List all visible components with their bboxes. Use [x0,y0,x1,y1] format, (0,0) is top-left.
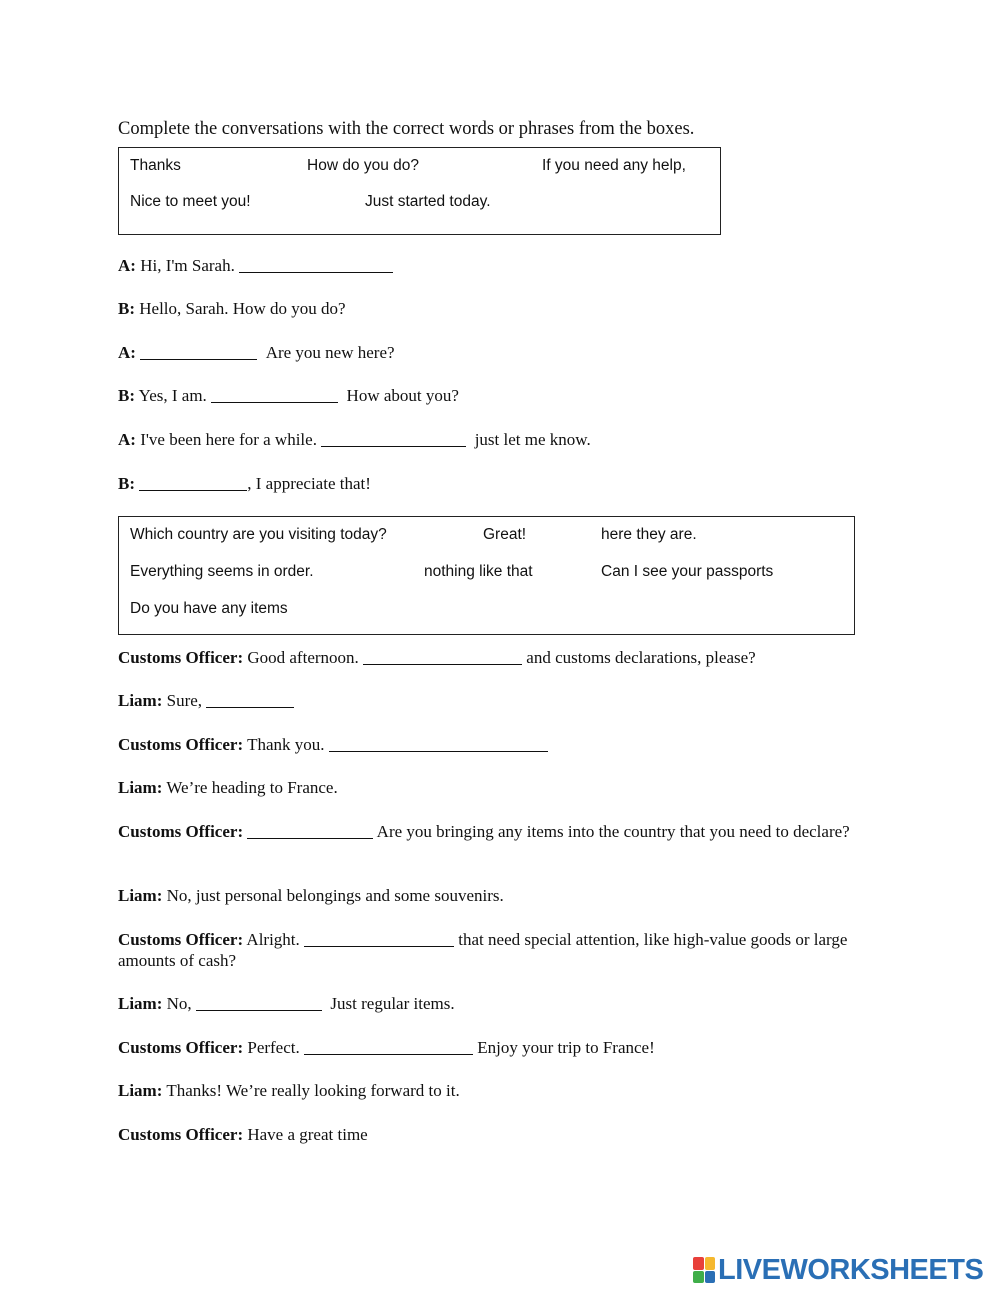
dialogue-text: Thanks! We’re really looking forward to it. [166,1081,460,1100]
word-box-2-item: Do you have any items [130,600,288,617]
liveworksheets-logo [693,1255,983,1285]
word-box-1 [118,147,721,235]
speaker-label: Customs Officer: [118,1038,244,1057]
word-box-2-item: here they are. [601,526,697,543]
speaker-label: A: [118,256,136,275]
speaker-label: Customs Officer: [118,930,244,949]
dialogue-text: Hello, Sarah. How do you do? [139,299,346,318]
dialogue-line [118,734,548,755]
answer-blank[interactable] [304,1039,473,1055]
dialogue-line [118,1124,368,1145]
answer-blank[interactable] [239,257,393,273]
dialogue-text: Have a great time [247,1125,368,1144]
speaker-label: B: [118,474,135,493]
dialogue-line [118,1037,655,1058]
dialogue-line [118,255,393,276]
answer-blank[interactable] [211,387,338,403]
word-box-1-item: Nice to meet you! [130,193,251,210]
word-box-1-item: Thanks [130,157,181,174]
dialogue-text: and customs declarations, please? [526,648,756,667]
speaker-label: A: [118,343,136,362]
dialogue-line [118,429,591,450]
answer-blank[interactable] [247,823,373,839]
dialogue-text: Are you new here? [265,343,395,362]
speaker-label: Customs Officer: [118,822,244,841]
word-box-1-item: If you need any help, [542,157,686,174]
speaker-label: Liam: [118,1081,163,1100]
word-box-2-item: Everything seems in order. [130,563,314,580]
dialogue-text: that need special attention, like high-value goods or large amounts of cash? [118,930,848,970]
answer-blank[interactable] [206,692,294,708]
instructions: Complete the conversations with the correct words or phrases from the boxes. [118,119,695,139]
dialogue-line [118,690,294,711]
speaker-label: Liam: [118,886,163,905]
dialogue-line [118,821,853,842]
speaker-label: B: [118,386,135,405]
speaker-label: Liam: [118,691,163,710]
dialogue-line [118,298,346,319]
dialogue-line [118,993,455,1014]
dialogue-text: Alright. [246,930,305,949]
dialogue-text: Enjoy your trip to France! [477,1038,655,1057]
word-box-2-item: Can I see your passports [601,563,774,580]
dialogue-text: , I appreciate that! [247,474,371,493]
dialogue-line [118,777,338,798]
dialogue-text: Sure, [166,691,207,710]
dialogue-text: Thank you. [247,735,329,754]
speaker-label: Customs Officer: [118,735,244,754]
word-box-2 [118,516,855,635]
answer-blank[interactable] [363,649,522,665]
dialogue-text: Hi, I'm Sarah. [140,256,240,275]
answer-blank[interactable] [140,344,257,360]
speaker-label: Liam: [118,994,163,1013]
dialogue-text: We’re heading to France. [166,778,338,797]
dialogue-text: How about you? [346,386,459,405]
dialogue-text: Good afternoon. [247,648,364,667]
dialogue-text: I've been here for a while. [140,430,322,449]
dialogue-line [118,473,371,494]
answer-blank[interactable] [329,736,548,752]
dialogue-line [118,385,459,406]
logo-badge-icon [693,1257,715,1283]
dialogue-line [118,885,504,906]
answer-blank[interactable] [304,931,454,947]
dialogue-text: Just regular items. [330,994,455,1013]
word-box-1-item: Just started today. [365,193,491,210]
dialogue-text: Perfect. [247,1038,304,1057]
answer-blank[interactable] [321,431,466,447]
speaker-label: A: [118,430,136,449]
dialogue-text: Are you bringing any items into the country that you need to declare? [376,822,850,841]
dialogue-line [118,342,395,363]
answer-blank[interactable] [196,995,322,1011]
dialogue-text: No, just personal belongings and some souvenirs. [166,886,504,905]
word-box-2-item: Which country are you visiting today? [130,526,387,543]
word-box-2-item: nothing like that [424,563,533,580]
speaker-label: Customs Officer: [118,648,244,667]
dialogue-line [118,1080,460,1101]
answer-blank[interactable] [139,475,247,491]
dialogue-text: just let me know. [474,430,591,449]
dialogue-text: Yes, I am. [138,386,212,405]
speaker-label: B: [118,299,135,318]
dialogue-line [118,647,756,668]
dialogue-text: No, [166,994,196,1013]
word-box-1-item: How do you do? [307,157,420,174]
logo-text: LIVEWORKSHEETS [718,1254,984,1286]
speaker-label: Customs Officer: [118,1125,244,1144]
speaker-label: Liam: [118,778,163,797]
dialogue-line [118,929,853,971]
word-box-2-item: Great! [483,526,527,543]
